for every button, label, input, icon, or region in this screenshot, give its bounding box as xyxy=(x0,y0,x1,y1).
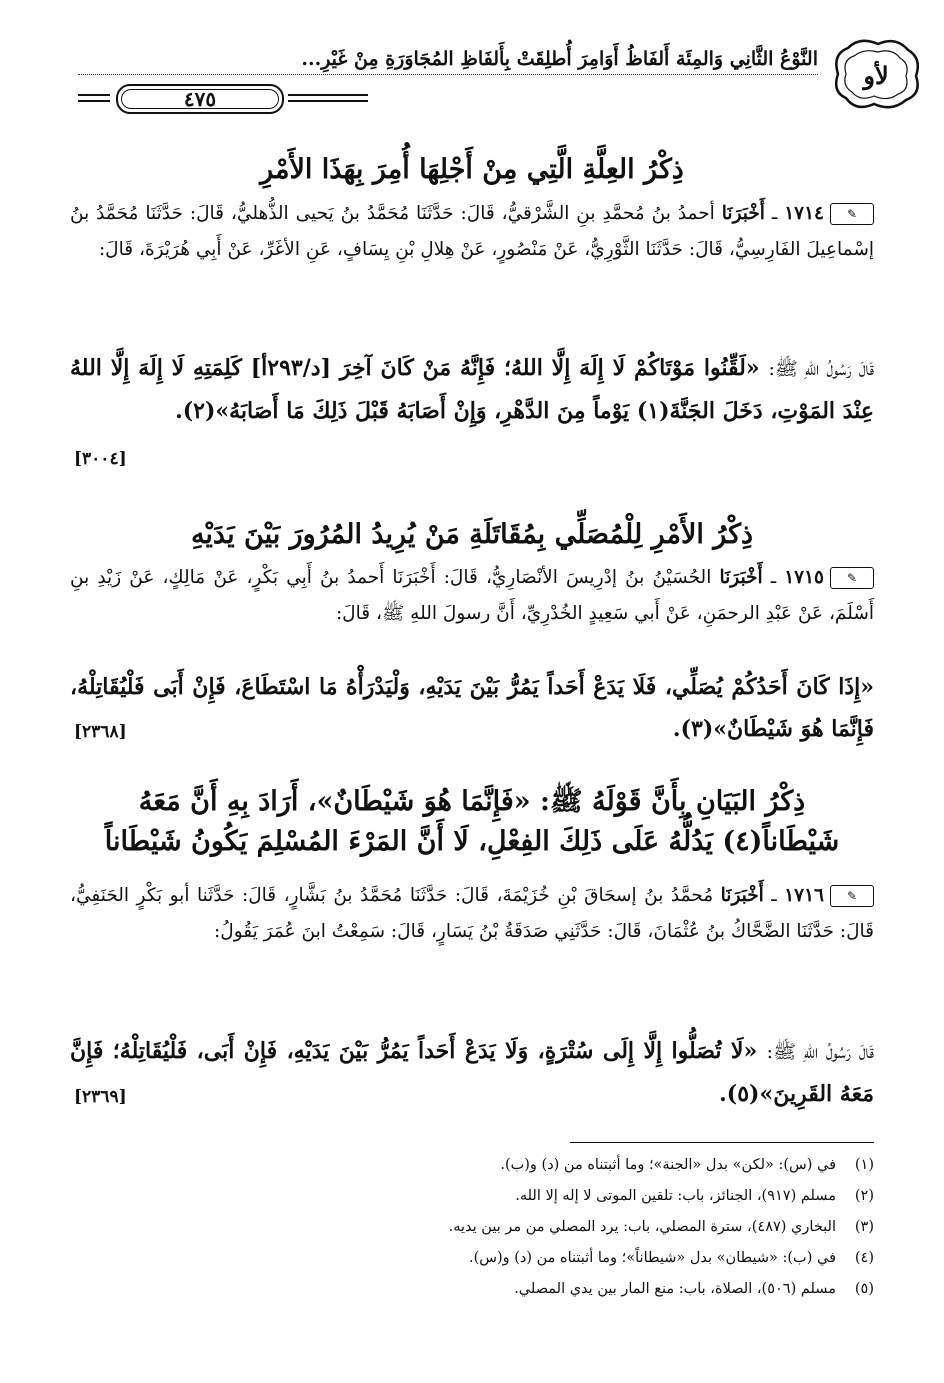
hadith-marker-icon: ✎ xyxy=(830,203,874,225)
hadith-number: ١٧١٥ xyxy=(784,567,824,588)
footnote xyxy=(70,1150,874,1181)
matn-text: «لَا تُصَلُّوا إِلَّا إِلَى سُتْرَةٍ، وَلَا يَدَعْ أَحَداً يَمُرُّ بَيْنَ يَدَيْهِ، فَإِنْ أَبَى، فَلْيُقَاتِلْهُ؛ فَإِنَّ مَعَهُ القَرِينَ»(٥). xyxy=(70,1038,874,1107)
isnad-text: مُحمَّدُ بنُ إسحَاقَ بْنِ خُزَيْمَةَ، قَالَ: حَدَّثَنَا مُحَمَّدُ بنُ بَشَّارٍ، قَالَ: حَدَّثَنا أبو بَكْرٍ الحَنَفِيُّ، قَالَ: حَدَّثَنَا الضَّحَّاكُ بنُ عُثْمَانَ، قَالَ: حَدَّثَنِي صَدَقَةُ بْنُ يَسَارٍ، قَالَ: سَمِعْتُ ابنَ عُمَرَ يَقُولُ: xyxy=(70,885,874,942)
section-title: ذِكْرُ الأَمْرِ لِلْمُصَلِّي بِمُقَاتَلَةِ مَنْ يُرِيدُ المُرُورَ بَيْنَ يَدَيْهِ xyxy=(190,519,754,550)
isnad-text: أحمدُ بنُ مُحمَّدِ بنِ الشَّرْقيُّ، قَالَ: حَدَّثَنَا مُحَمَّدُ بنُ يَحيى الذُّهليُّ، قَالَ: حَدَّثَنَا مُحَمَّدُ بنُ إسْماعِيلَ الفَارِسِيُّ، قَالَ: حَدَّثَنَا الثَّوْرِيُّ، عَنْ مَنْصُورٍ، عَنْ هِلالِ بْنِ يِسَافٍ، عَنِ الأغَرِّ، عَنْ أَبِي هُرَيْرَةَ، قَالَ: xyxy=(70,203,874,260)
rule-left xyxy=(78,94,110,96)
footnote-text: البخاري (٤٨٧)، سترة المصلي، باب: يرد المصلي من مر بين يديه. xyxy=(448,1219,836,1235)
matn-text: «إِذَا كَانَ أَحَدُكُمْ يُصَلِّي، فَلَا يَدَعْ أَحَداً يَمُرُّ بَيْنَ يَدَيْهِ، وَلْيَدْرَأْهُ مَا اسْتَطَاعَ، فَإِنْ أَبَى فَلْيُقَاتِلْهُ، فَإِنَّمَا هُوَ شَيْطَانٌ»(٣). xyxy=(70,674,874,742)
running-title: النَّوْعُ الثَّانِي وَالمِئَة أَلفَاظُ أَوَامِرَ أُطلِقَتْ بِأَلفَاظِ المُجَاوَرَةِ مِنْ غَيْرِ... xyxy=(78,48,818,75)
footnote-number: (٣) xyxy=(854,1219,874,1235)
page-header xyxy=(78,34,922,114)
page-number-box xyxy=(78,84,368,114)
footnote xyxy=(70,1274,874,1305)
svg-text:ﻷﻭ: ﻷﻭ xyxy=(863,61,889,90)
footnote-text: في (ب): «شيطان» بدل «شيطاناً»؛ وما أثبتناه من (د) و(س). xyxy=(469,1250,836,1266)
footnote-text: مسلم (٥٠٦)، الصلاة، باب: منع المار بين يدي المصلي. xyxy=(514,1281,836,1297)
hadith-reference: [٣٠٠٤] xyxy=(74,449,127,469)
footnotes xyxy=(70,1150,874,1305)
hadith-isnad: ✎١٧١٦ ـ أَخْبَرَنَا مُحمَّدُ بنُ إسحَاقَ بْنِ خُزَيْمَةَ، قَالَ: حَدَّثَنَا مُحَمَّدُ بنُ بَشَّارٍ، قَالَ: حَدَّثَنا أبو بَكْرٍ الحَنَفِيُّ، قَالَ: حَدَّثَنَا الضَّحَّاكُ بنُ عُثْمَانَ، قَالَ: حَدَّثَنِي صَدَقَةُ بْنُ يَسَارٍ، قَالَ: سَمِعْتُ ابنَ عُمَرَ يَقُولُ: xyxy=(70,885,874,942)
hadith-number: ١٧١٦ xyxy=(784,885,824,906)
footnote-text: في (س): «لكن» بدل «الجنة»؛ وما أثبتناه من (د) و(ب). xyxy=(500,1157,836,1173)
hadith-number: ١٧١٤ xyxy=(784,203,824,224)
chapter-emblem-icon xyxy=(830,34,922,114)
rule-right xyxy=(288,94,368,96)
hadith-marker-icon: ✎ xyxy=(830,885,874,907)
section-title: ذِكْرُ البَيَانِ بِأَنَّ قَوْلَهُ ﷺ: «فَإِنَّمَا هُوَ شَيْطَانٌ»، أَرَادَ بِهِ أَنَّ مَعَهُ شَيْطَاناً(٤) يَدُلُّهُ عَلَى ذَلِكَ الفِعْلِ، لَا أَنَّ المَرْءَ المُسْلِمَ يَكُونُ شَيْطَاناً xyxy=(104,786,840,857)
hadith-isnad: ✎١٧١٥ ـ أَخْبَرَنَا الحُسَيْنُ بنُ إدْرِيسَ الأنْصَارِيُّ، قَالَ: أَخْبَرَنَا أَحمدُ بنُ أَبِي بَكْرٍ، عَنْ مَالِكٍ، عَنْ زَيْدِ بنِ أَسْلَمَ، عَنْ عَبْدِ الرحمَنِ، عَنْ أَبي سَعِيدٍ الخُدْرِيِّ، أَنَّ رسولَ اللهِ ﷺ، قَالَ: xyxy=(70,567,874,624)
footnote xyxy=(70,1243,874,1274)
hadith-matn xyxy=(70,666,874,750)
hadith-reference: [٢٣٦٩] xyxy=(74,1087,127,1107)
akhbarana-word: أَخْبَرَنَا xyxy=(721,203,765,224)
footnote-number: (١) xyxy=(854,1157,874,1173)
hadith-matn xyxy=(70,1030,874,1115)
hadith-reference: [٢٣٦٨] xyxy=(74,722,127,742)
footnote xyxy=(70,1181,874,1212)
rule-left xyxy=(78,100,110,102)
rule-right xyxy=(288,100,368,102)
hadith-isnad: ✎١٧١٤ ـ أَخْبَرَنَا أحمدُ بنُ مُحمَّدِ بنِ الشَّرْقيُّ، قَالَ: حَدَّثَنَا مُحَمَّدُ بنُ يَحيى الذُّهليُّ، قَالَ: حَدَّثَنَا مُحَمَّدُ بنُ إسْماعِيلَ الفَارِسِيُّ، قَالَ: حَدَّثَنَا الثَّوْرِيُّ، عَنْ مَنْصُورٍ، عَنْ هِلالِ بْنِ يِسَافٍ، عَنِ الأغَرِّ، عَنْ أَبِي هُرَيْرَةَ، قَالَ: xyxy=(70,203,874,260)
isnad-text: الحُسَيْنُ بنُ إدْرِيسَ الأنْصَارِيُّ، قَالَ: أَخْبَرَنَا أَحمدُ بنُ أَبِي بَكْرٍ، عَنْ مَالِكٍ، عَنْ زَيْدِ بنِ أَسْلَمَ، عَنْ عَبْدِ الرحمَنِ، عَنْ أَبي سَعِيدٍ الخُدْرِيِّ، أَنَّ رسولَ اللهِ ﷺ، قَالَ: xyxy=(70,567,874,624)
akhbarana-word: أَخْبَرَنَا xyxy=(720,885,764,906)
matn-text: «لَقِّنُوا مَوْتَاكُمْ لَا إِلَهَ إِلَّا اللهُ؛ فَإِنَّهُ مَنْ كَانَ آخِرَ [د/٢٩٣أ] كَلِمَتِهِ لَا إِلَهَ إِلَّا اللهُ عِنْدَ المَوْتِ، دَخَلَ الجَنَّةَ(١) يَوْماً مِنَ الدَّهْرِ، وَإِنْ أَصَابَهُ قَبْلَ ذَلِكَ مَا أَصَابَهُ»(٢). xyxy=(70,355,874,424)
akhbarana-word: أَخْبَرَنَا xyxy=(719,567,763,588)
page-number: ٤٧٥ xyxy=(116,84,284,114)
footnote xyxy=(70,1212,874,1243)
hadith-matn xyxy=(70,347,874,432)
footnote-text: مسلم (٩١٧)، الجنائز، باب: تلقين الموتى لا إله إلا الله. xyxy=(515,1188,836,1204)
section-title: ذِكْرُ العِلَّةِ الَّتِي مِنْ أَجْلِهَا أُمِرَ بِهَذَا الأَمْرِ xyxy=(260,154,684,185)
footnote-number: (٥) xyxy=(854,1281,874,1297)
footnote-rule xyxy=(570,1142,874,1143)
hadith-marker-icon: ✎ xyxy=(830,567,874,589)
footnote-number: (٤) xyxy=(854,1250,874,1266)
matn-intro: قَالَ رَسُولُ اللهِ ﷺ: xyxy=(766,1041,875,1063)
matn-intro: قَالَ رَسُولُ اللهِ ﷺ: xyxy=(768,358,874,380)
footnote-number: (٢) xyxy=(854,1188,874,1204)
